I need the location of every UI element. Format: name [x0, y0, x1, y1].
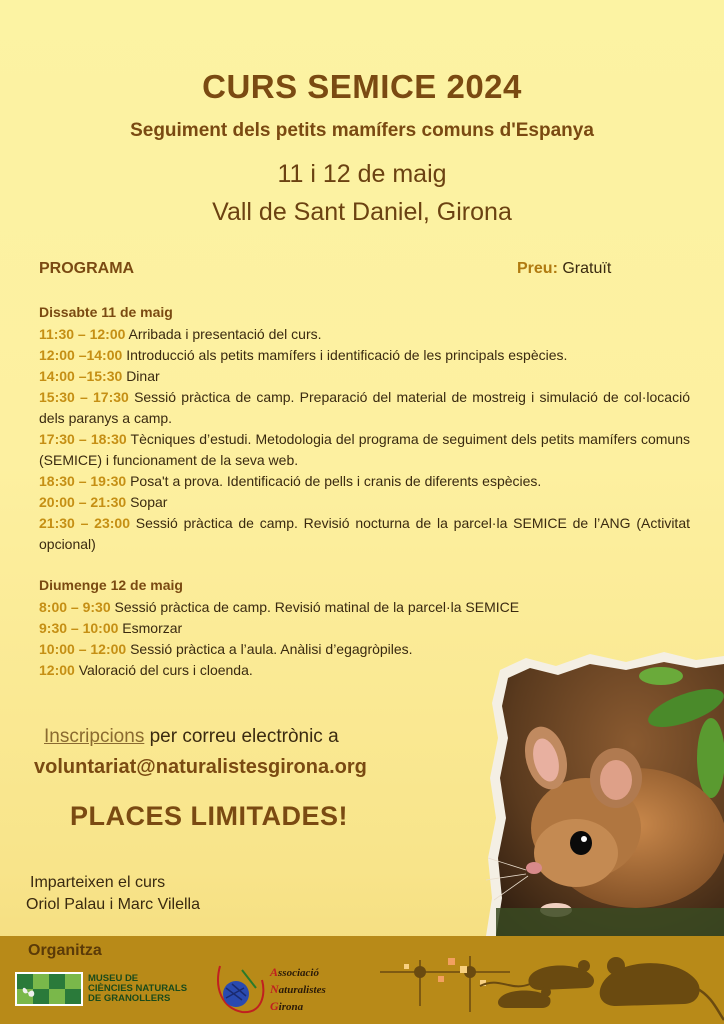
schedule-item	[39, 345, 690, 366]
price-value: Gratuït	[562, 260, 612, 277]
museu-logo	[15, 972, 83, 1006]
schedule-desc: Valoració del curs i cloenda.	[78, 662, 253, 678]
mice-decoration	[380, 936, 724, 1024]
inscripcions-text: per correu electrònic a	[144, 726, 339, 747]
schedule-item	[39, 618, 690, 639]
page-subtitle: Seguiment dels petits mamífers comuns d'Espanya	[130, 120, 594, 141]
schedule-desc: Dinar	[126, 368, 160, 384]
mouse-photo	[486, 648, 724, 936]
inscripcions-line	[44, 726, 339, 748]
schedule-item	[39, 597, 690, 618]
schedule-item	[39, 471, 690, 492]
ang-logo	[212, 958, 268, 1018]
page-title: CURS SEMICE 2024	[202, 68, 522, 105]
day2-heading: Diumenge 12 de maig	[39, 577, 183, 593]
schedule-desc: Sessió pràctica de camp. Revisió nocturna de la parcel·la SEMICE de l’ANG (Activitat opcional)	[39, 515, 690, 552]
programa-heading: PROGRAMA	[39, 260, 135, 277]
schedule-desc: Sessió pràctica de camp. Revisió matinal de la parcel·la SEMICE	[114, 599, 520, 615]
ang-line	[270, 964, 326, 981]
museu-name	[88, 974, 198, 1004]
schedule-time: 9:30 – 10:00	[39, 620, 119, 636]
schedule-item	[39, 492, 690, 513]
footer-band	[0, 936, 724, 1024]
schedule-desc: Arribada i presentació del curs.	[128, 326, 322, 342]
ang-word: irona	[278, 1001, 304, 1013]
schedule-desc: Esmorzar	[122, 620, 183, 636]
schedule-time: 17:30 – 18:30	[39, 431, 127, 447]
schedule-item	[39, 513, 690, 555]
schedule-desc: Tècniques d’estudi. Metodologia del programa de seguiment dels petits mamífers comuns (SEMICE) i funcionament de la seva web.	[39, 431, 690, 468]
schedule-time: 12:00	[39, 662, 75, 678]
price-label: Preu:	[517, 260, 558, 277]
places-limitades: PLACES LIMITADES!	[70, 801, 348, 831]
schedule-time: 11:30 – 12:00	[39, 326, 126, 342]
teachers-names: Oriol Palau i Marc Vilella	[26, 896, 200, 913]
museu-line: MUSEU DE	[88, 973, 139, 984]
ang-line	[270, 998, 326, 1015]
event-place: Vall de Sant Daniel, Girona	[212, 198, 512, 226]
museu-line: DE GRANOLLERS	[88, 993, 171, 1004]
schedule-item	[39, 429, 690, 471]
schedule-desc: Posa't a prova. Identificació de pells i cranis de diferents espècies.	[130, 473, 542, 489]
teachers-label: Imparteixen el curs	[30, 874, 166, 891]
ang-initial: A	[270, 965, 279, 979]
day1-schedule	[39, 324, 690, 555]
schedule-item	[39, 324, 690, 345]
event-dates: 11 i 12 de maig	[277, 160, 447, 188]
schedule-time: 8:00 – 9:30	[39, 599, 111, 615]
ang-word: ssociació	[278, 967, 319, 979]
schedule-time: 21:30 – 23:00	[39, 515, 130, 531]
organitza-label: Organitza	[28, 942, 102, 959]
price-info	[517, 260, 611, 278]
contact-email[interactable]: voluntariat@naturalistesgirona.org	[34, 756, 367, 778]
schedule-time: 20:00 – 21:30	[39, 494, 127, 510]
inscripcions-link[interactable]: Inscripcions	[44, 726, 145, 747]
schedule-time: 15:30 – 17:30	[39, 389, 129, 405]
ang-initial: N	[270, 982, 279, 996]
schedule-item	[39, 366, 690, 387]
schedule-item	[39, 387, 690, 429]
schedule-desc: Sopar	[130, 494, 168, 510]
schedule-time: 18:30 – 19:30	[39, 473, 127, 489]
schedule-time: 12:00 –14:00	[39, 347, 123, 363]
schedule-desc: Introducció als petits mamífers i identificació de les principals espècies.	[126, 347, 568, 363]
schedule-time: 14:00 –15:30	[39, 368, 123, 384]
day1-heading: Dissabte 11 de maig	[39, 304, 173, 320]
ang-initial: G	[270, 999, 279, 1013]
ang-word: aturalistes	[278, 984, 326, 996]
schedule-desc: Sessió pràctica de camp. Preparació del material de mostreig i simulació de col·locació dels paranys a camp.	[39, 389, 690, 426]
schedule-time: 10:00 – 12:00	[39, 641, 127, 657]
museu-line: CIÈNCIES NATURALS	[88, 983, 188, 994]
ang-line	[270, 981, 326, 998]
ang-name	[270, 964, 326, 1015]
schedule-desc: Sessió pràctica a l’aula. Anàlisi d’egagròpiles.	[130, 641, 413, 657]
